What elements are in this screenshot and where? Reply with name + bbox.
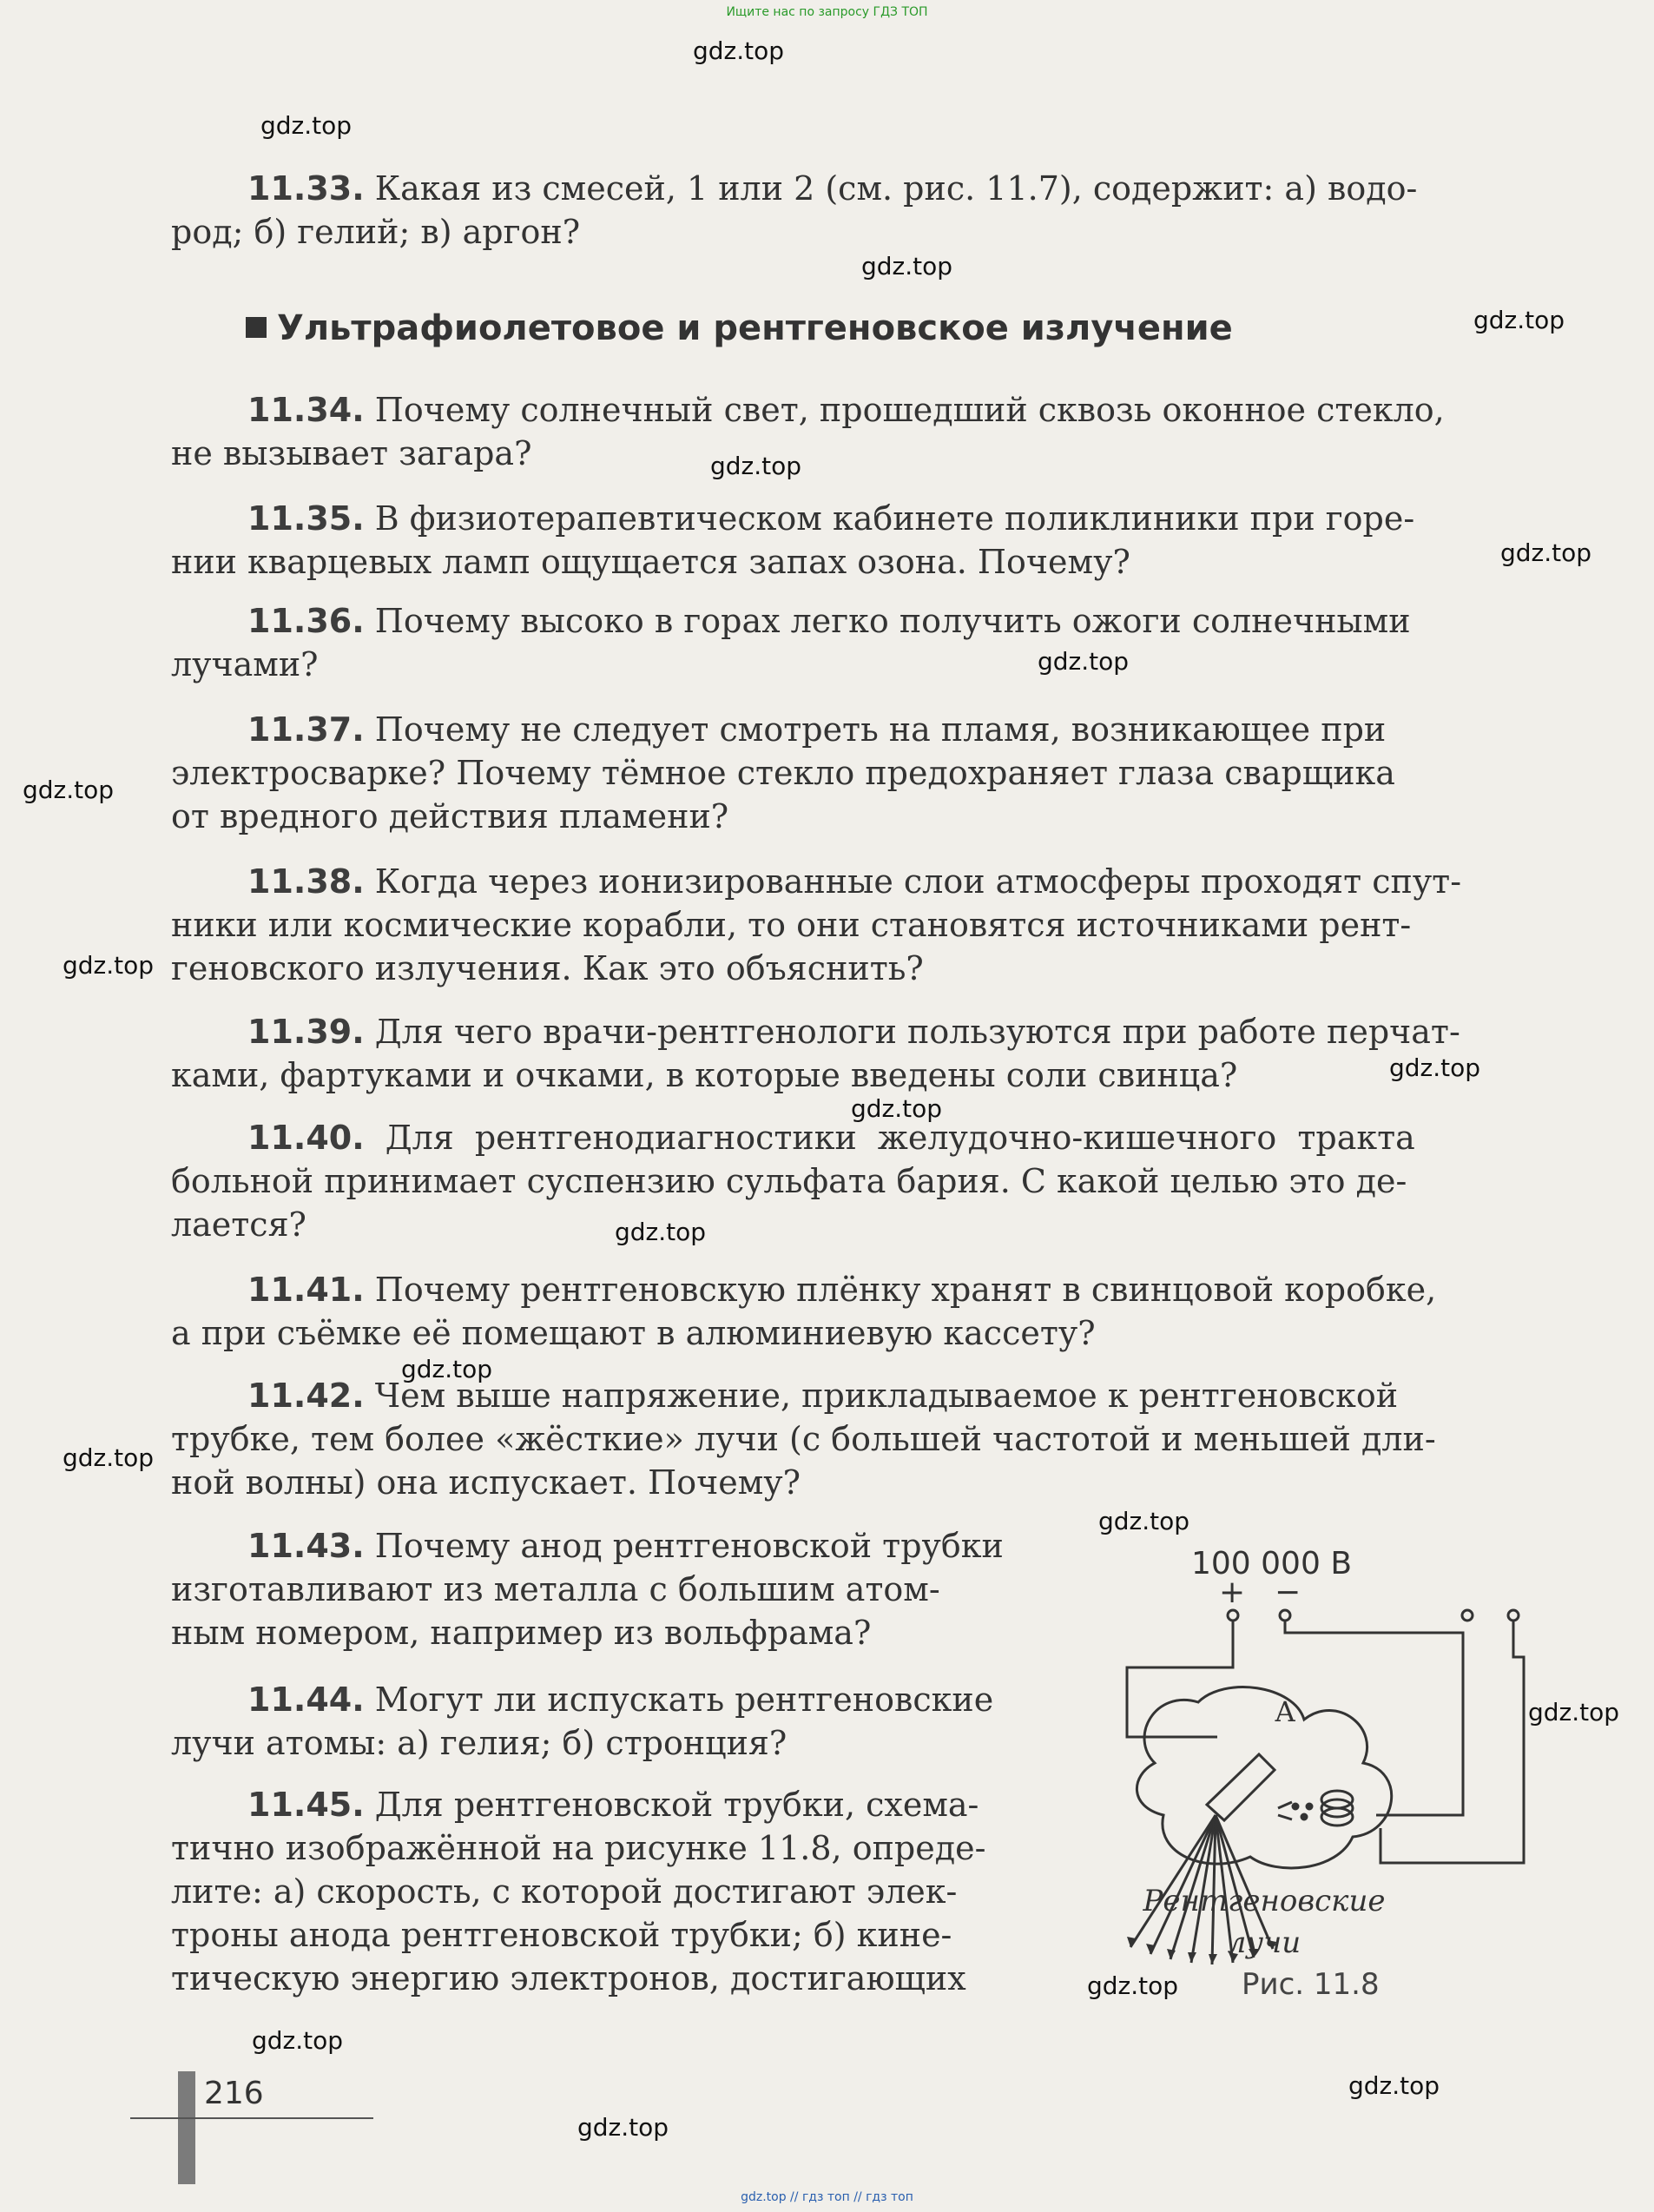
watermark: gdz.top [1389,1053,1481,1082]
watermark: gdz.top [23,776,115,804]
section-title: Ультрафиолетовое и рентгеновское излучение [246,308,1233,348]
header-note: Ищите нас по запросу ГДЗ ТОП [726,5,928,19]
page-number: 216 [204,2076,264,2111]
watermark: gdz.top [63,951,155,980]
problem-11-37: 11.37. Почему не следует смотреть на пламя, возникающее при электросварке? Почему тёмное стекло предохраняет глаза сварщика от вредного действия пламени? [171,710,1395,835]
watermark: gdz.top [710,452,802,480]
section-marker-icon [246,317,267,338]
watermark: gdz.top [252,2026,344,2055]
problem-11-39: 11.39. Для чего врачи-рентгенологи пользуются при работе перчат- ками, фартуками и очками, в которые введены соли свинца? [171,1013,1460,1094]
watermark: gdz.top [693,36,785,65]
problem-11-36: 11.36. Почему высоко в горах легко получить ожоги солнечными лучами? [171,602,1411,683]
problem-11-41: 11.41. Почему рентгеновскую плёнку хранят в свинцовой коробке, а при съёмке её помещают в алюминиевую кассету? [171,1271,1437,1352]
watermark: gdz.top [861,252,953,281]
rays-caption: Рентгеновские лучи [1143,1884,1386,1960]
problem-11-35: 11.35. В физиотерапевтическом кабинете поликлиники при горе- нии кварцевых ламп ощущается запах озона. Почему? [171,499,1415,581]
problem-11-40: 11.40. Для рентгенодиагностики желудочно-кишечного тракта больной принимает суспензию сульфата бария. С какой целью это де- лается? [171,1119,1415,1244]
problem-11-44: 11.44. Могут ли испускать рентгеновские лучи атомы: а) гелия; б) стронция? [171,1680,994,1762]
watermark: gdz.top [1098,1507,1190,1535]
problem-11-42: 11.42. Чем выше напряжение, прикладываемое к рентгеновской трубке, тем более «жёсткие» лучи (с большей частотой и меньшей дли- ной волны) она испускает. Почему? [171,1377,1436,1502]
figure-label: Рис. 11.8 [1242,1967,1380,2002]
watermark: gdz.top [260,111,353,140]
watermark: gdz.top [1038,647,1130,676]
voltage-label: 100 000 В [1191,1546,1353,1581]
anode-label: А [1275,1695,1296,1728]
footer-rule [130,2117,373,2119]
watermark: gdz.top [577,2113,669,2142]
plus-sign: + [1219,1575,1246,1610]
minus-sign: − [1275,1575,1301,1610]
problem-11-33: 11.33. Какая из смесей, 1 или 2 (см. рис. 11.7), содержит: а) водо- род; б) гелий; в) аргон? [171,169,1418,251]
problem-11-45: 11.45. Для рентгеновской трубки, схема- тично изображённой на рисунке 11.8, опреде- лите: а) скорость, с которой достигают элек- троны анода рентгеновской трубки; б) кине- тическую энергию электронов, достигающих [171,1786,986,1997]
watermark: gdz.top [1500,538,1592,567]
problem-11-38: 11.38. Когда через ионизированные слои атмосферы проходят спут- ники или космические корабли, то они становятся источниками рент- геновского излучения. Как это объяснить? [171,862,1462,987]
watermark: gdz.top [1348,2071,1440,2100]
margin-bar [178,2071,195,2184]
watermark: gdz.top [615,1218,707,1246]
watermark: gdz.top [401,1355,493,1383]
footer-note: gdz.top // гдз топ // гдз топ [741,2190,913,2204]
problem-11-43: 11.43. Почему анод рентгеновской трубки изготавливают из металла с большим атом- ным номером, например из вольфрама? [171,1527,1004,1652]
watermark: gdz.top [851,1094,943,1123]
watermark: gdz.top [1473,306,1565,334]
watermark: gdz.top [63,1443,155,1472]
watermark: gdz.top [1087,1971,1179,2000]
watermark: gdz.top [1528,1698,1620,1727]
problem-11-34: 11.34. Почему солнечный свет, прошедший сквозь оконное стекло, не вызывает загара? [171,391,1445,472]
